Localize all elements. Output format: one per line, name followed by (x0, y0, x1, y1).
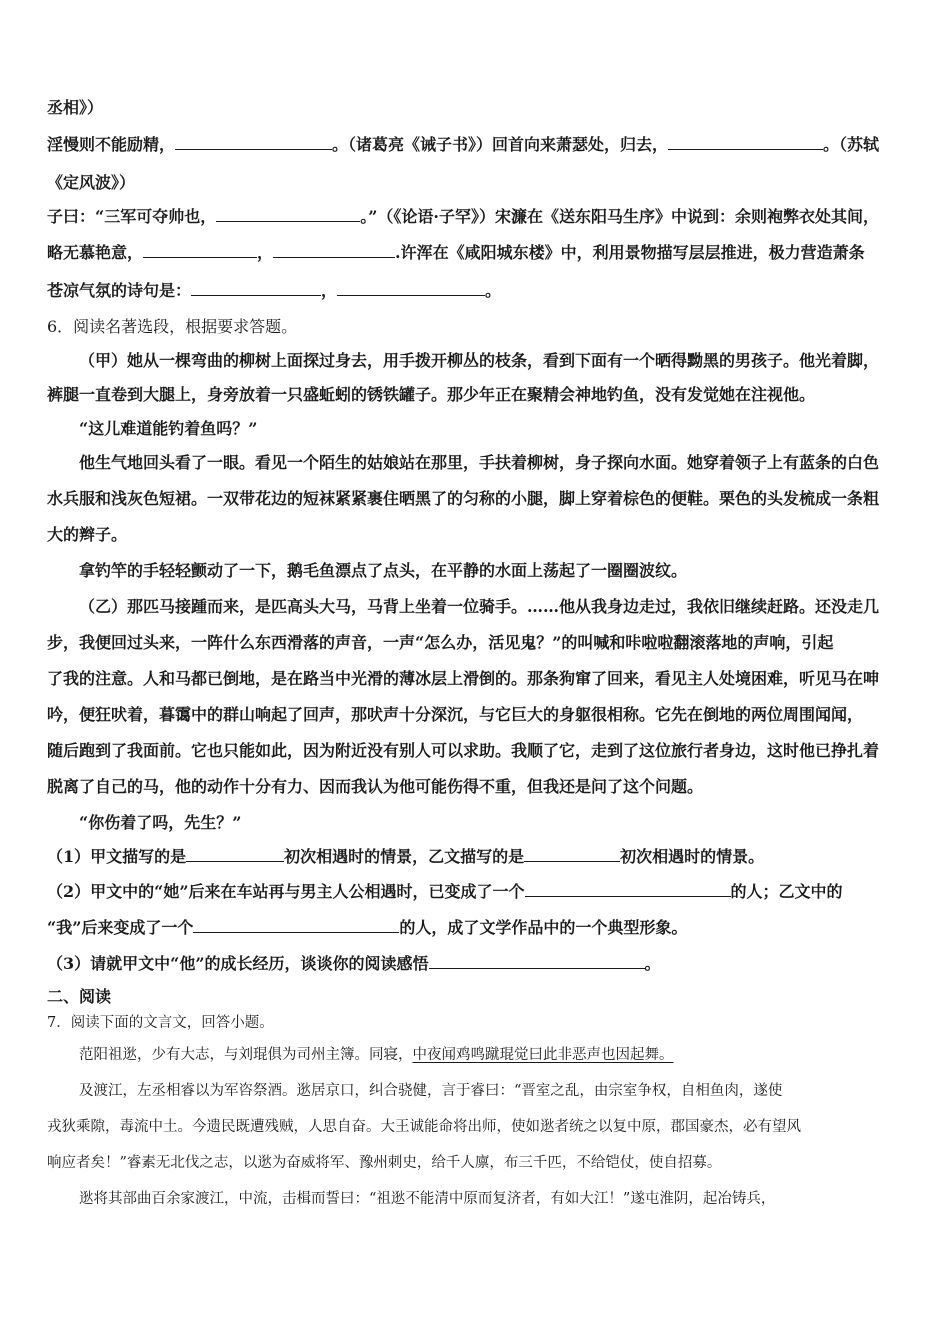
q6-passage-line: 脱离了自己的马，他的动作十分有力、因而我认为他可能伤得不重，但我还是问了这个问题。 (47, 777, 704, 796)
q6-passage-line: 随后跑到了我面前。它也只能如此，因为附近没有别人可以求助。我顺了它，走到了这位旅行者身边，这时他已挣扎着 (47, 741, 880, 760)
underlined-sentence: 中夜闻鸡鸣蹴琨觉曰此非恶声也因起舞。 (412, 1047, 674, 1063)
q6-title: 6．阅读名著选段，根据要求答题。 (47, 317, 298, 336)
q6-passage-line: “你伤着了吗，先生？” (79, 813, 242, 832)
q5-line-2: 淫慢则不能励精， 。（诸葛亮《诫子书》）回首向来萧瑟处，归去， 。（苏轼 (47, 135, 880, 154)
answer-blank[interactable] (186, 846, 284, 862)
q7-passage-line: 逖将其部曲百余家渡江，中流，击楫而誓曰：“祖逖不能清中原而复济者，有如大江！”遂屯淮阴，起冶铸兵， (79, 1191, 776, 1207)
answer-blank[interactable] (525, 881, 731, 897)
q6-passage-line: “这儿难道能钓着鱼吗？” (79, 419, 258, 438)
answer-blank[interactable] (429, 953, 645, 969)
answer-blank[interactable] (143, 242, 257, 258)
q6-subquestion-1: （1）甲文描写的是 初次相遇时的情景，乙文描写的是 初次相遇时的情景。 (47, 847, 765, 866)
q5-line-5: 略无慕艳意， ， .许浑在《咸阳城东楼》中，利用景物描写层层推进，极力营造萧条 (47, 243, 865, 262)
q6-subquestion-2: （2）甲文中的“她”后来在车站再与男主人公相遇时，已变成了一个 的人；乙文中的 (47, 882, 843, 901)
answer-blank[interactable] (273, 242, 395, 258)
q7-passage-line: 戎狄乘隙，毒流中土。今遗民既遭残贼，人思自奋。大王诚能命将出师，使如逖者统之以复中原，郡国豪杰，必有望风 (47, 1119, 801, 1135)
q7-title: 7．阅读下面的文言文，回答小题。 (47, 1015, 274, 1031)
q7-passage-line: 及渡江，左丞相睿以为军咨祭酒。逖居京口，纠合骁健，言于睿曰：“晋室之乱，由宗室争权，自相鱼肉，遂使 (79, 1083, 783, 1099)
q7-passage-line: 响应者矣！”睿素无北伐之志，以逖为奋威将军、豫州刺史，给千人廪，布三千匹，不给铠仗，使自招募。 (47, 1155, 722, 1171)
q6-passage-line: 步，我便回过头来，一阵什么东西滑落的声音，一声“怎么办，活见鬼？”的叫喊和咔啦啦翻滚落地的声响，引起 (47, 633, 834, 652)
answer-blank[interactable] (668, 134, 823, 150)
q6-passage-line: （甲）她从一棵弯曲的柳树上面探过身去，用手拨开柳丛的枝条，看到下面有一个晒得黝黑的男孩子。他光着脚， (79, 351, 880, 370)
answer-blank[interactable] (337, 280, 485, 296)
answer-blank[interactable] (191, 280, 321, 296)
q5-line-3: 《定风波》） (47, 173, 136, 192)
section-heading: 二、阅读 (47, 987, 112, 1006)
answer-blank[interactable] (524, 846, 620, 862)
answer-blank[interactable] (175, 134, 332, 150)
q6-passage-line: 他生气地回头看了一眼。看见一个陌生的姑娘站在那里，手扶着柳树，身子探向水面。她穿着领子上有蓝条的白色 (79, 453, 880, 472)
q5-line-6: 苍凉气氛的诗句是： ， 。 (47, 281, 502, 300)
q6-passage-line: 大的辫子。 (47, 525, 128, 544)
q6-passage-line: 了我的注意。人和马都已倒地，是在路当中光滑的薄冰层上滑倒的。那条狗窜了回来，看见主人处境困难，听见马在呻 (47, 669, 880, 688)
answer-blank[interactable] (216, 206, 360, 222)
q6-passage-line: （乙）那匹马接踵而来，是匹高头大马，马背上坐着一位骑手。……他从我身边走过，我依旧继续赶路。还没走几 (79, 597, 880, 616)
q7-passage-line: 范阳祖逖，少有大志，与刘琨俱为司州主簿。同寝，中夜闻鸡鸣蹴琨觉曰此非恶声也因起舞。 (79, 1047, 674, 1063)
q6-passage-line: 裤腿一直卷到大腿上，身旁放着一只盛蚯蚓的锈铁罐子。那少年正在聚精会神地钓鱼，没有发觉她在注视他。 (47, 385, 816, 404)
q6-passage-line: 拿钓竿的手轻轻颤动了一下，鹅毛鱼漂点了点头，在平静的水面上荡起了一圈圈波纹。 (79, 561, 688, 580)
q6-passage-line: 吟，便狂吠着，暮霭中的群山响起了回声，那吠声十分深沉，与它巨大的身躯很相称。它先在倒地的两位周围闻闻， (47, 705, 864, 724)
q5-line-4: 子曰：“三军可夺帅也， 。”（《论语·子罕》）宋濂在《送东阳马生序》中说到：余则袍弊衣处其间， (47, 207, 879, 226)
answer-blank[interactable] (193, 917, 399, 933)
q6-subquestion-3: （3）请就甲文中“他”的成长经历，谈谈你的阅读感悟 。 (47, 954, 661, 973)
q6-subquestion-2-cont: “我”后来变成了一个 的人，成了文学作品中的一个典型形象。 (47, 918, 688, 937)
q5-line-1: 丞相》） (47, 98, 104, 117)
q6-passage-line: 水兵服和浅灰色短裙。一双带花边的短袜紧紧裹住晒黑了的匀称的小腿，脚上穿着棕色的便鞋。栗色的头发梳成一条粗 (47, 489, 880, 508)
